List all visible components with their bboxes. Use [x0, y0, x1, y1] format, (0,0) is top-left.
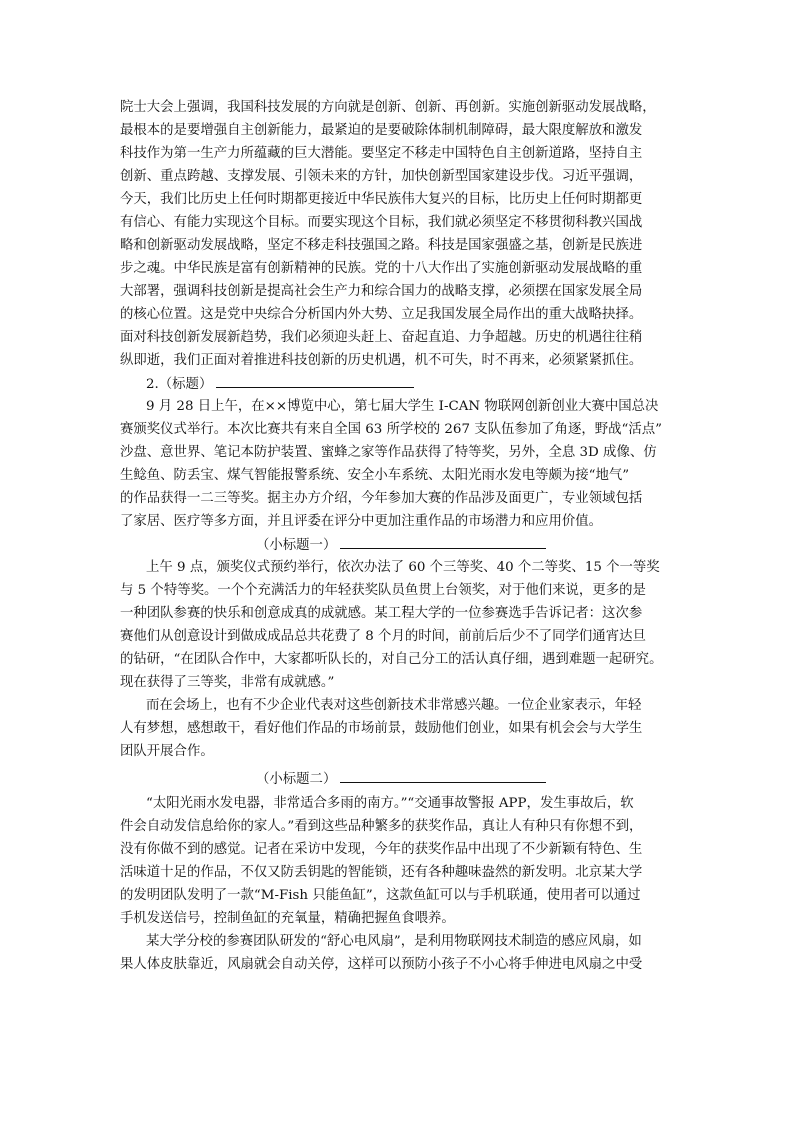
paragraph-2-line-6: 了家居、医疗等多方面，并且评委在评分中更加注重作品的市场潜力和应用价值。 — [120, 514, 603, 529]
paragraph-1-line-3: 科技作为第一生产力所蕴藏的巨大潜能。要坚定不移走中国特色自主创新道路，坚持自主 — [120, 146, 643, 161]
subheading-2-label: （小标题二） — [256, 772, 337, 787]
paragraph-6-line-1: 某大学分校的参赛团队研发的“舒心电风扇”，是利用物联网技术制造的感应风扇，如 — [146, 934, 642, 949]
paragraph-1-line-4: 创新、重点跨越、支撑发展、引领未来的方针，加快创新型国家建设步伐。习近平强调， — [120, 169, 643, 184]
paragraph-5-line-4: 活味道十足的作品，不仅又防丢钥匙的智能锁，还有各种趣味盎然的新发明。北京某大学 — [120, 865, 643, 880]
paragraph-2-line-2: 赛颁奖仪式举行。本次比赛共有来自全国 63 所学校的 267 支队伍参加了角逐，野战“活点” — [120, 422, 662, 437]
subheading-2-answer-blank[interactable] — [340, 769, 546, 783]
subheading-1-answer-blank[interactable] — [340, 535, 546, 549]
paragraph-5-line-6: 手机发送信号，控制鱼缸的充氧量，精确把握鱼食喂养。 — [120, 911, 455, 926]
paragraph-3-line-2: 与 5 个特等奖。一个个充满活力的年轻获奖队员鱼贯上台领奖，对于他们来说，更多的是 — [120, 583, 646, 598]
paragraph-3-line-1: 上午 9 点，颁奖仪式预约举行，依次办法了 60 个三等奖、40 个二等奖、15 个一等奖 — [146, 560, 660, 575]
paragraph-6-line-2: 果人体皮肤靠近，风扇就会自动关停，这样可以预防小孩子不小心将手伸进电风扇之中受 — [120, 957, 643, 972]
paragraph-2-line-4: 生鲶鱼、防丢宝、煤气智能报警系统、安全小车系统、太阳光雨水发电等颇为接“地气” — [120, 468, 630, 483]
paragraph-5-line-1: “太阳光雨水发电器，非常适合多雨的南方。”“交通事故警报 APP，发生事故后，软 — [146, 796, 634, 811]
paragraph-3-line-4: 赛他们从创意设计到做成成品总共花费了 8 个月的时间，前前后后少不了同学们通宵达旦 — [120, 629, 646, 644]
subheading-1-label: （小标题一） — [256, 538, 337, 553]
paragraph-1-line-10: 的核心位置。这是党中央综合分析国内外大势、立足我国发展全局作出的重大战略抉择。 — [120, 307, 643, 322]
subheading-1-prompt — [256, 535, 794, 555]
paragraph-1-line-11: 面对科技创新发展新趋势，我们必须迎头赶上、奋起直追、力争超越。历史的机遇往往稍 — [120, 330, 643, 345]
paragraph-4-line-3: 团队开展合作。 — [120, 744, 214, 759]
subheading-2-prompt — [256, 769, 794, 789]
paragraph-3-line-3: 一种团队参赛的快乐和创意成真的成就感。某工程大学的一位参赛选手告诉记者：这次参 — [120, 606, 643, 621]
paragraph-3-line-6: 现在获得了三等奖，非常有成就感。” — [120, 675, 335, 690]
question-2-title-prompt — [146, 374, 706, 394]
paragraph-1-line-6: 有信心、有能力实现这个目标。而要实现这个目标，我们就必须坚定不移贯彻科教兴国战 — [120, 215, 643, 230]
question-2-label: 2.（标题） — [146, 377, 213, 392]
paragraph-1-line-1: 院士大会上强调，我国科技发展的方向就是创新、创新、再创新。实施创新驱动发展战略， — [120, 100, 656, 115]
paragraph-4-line-1: 而在会场上，也有不少企业代表对这些创新技术非常感兴趣。一位企业家表示，年轻 — [146, 698, 642, 713]
paragraph-1-line-5: 今天，我们比历史上任何时期都更接近中华民族伟大复兴的目标，比历史上任何时期都更 — [120, 192, 643, 207]
paragraph-1-line-7: 略和创新驱动发展战略，坚定不移走科技强国之路。科技是国家强盛之基，创新是民族进 — [120, 238, 643, 253]
paragraph-1-line-8: 步之魂。中华民族是富有创新精神的民族。党的十八大作出了实施创新驱动发展战略的重 — [120, 261, 643, 276]
paragraph-5-line-2: 件会自动发信息给你的家人。”看到这些品种繁多的获奖作品，真让人有种只有你想不到， — [120, 819, 643, 834]
paragraph-4-line-2: 人有梦想，感想敢干，看好他们作品的市场前景，鼓励他们创业，如果有机会会与大学生 — [120, 721, 643, 736]
title-answer-blank[interactable] — [216, 374, 414, 388]
paragraph-5-line-3: 没有你做不到的感觉。记者在采访中发现，今年的获奖作品中出现了不少新颖有特色、生 — [120, 842, 643, 857]
paragraph-3-line-5: 的钻研，“在团队合作中，大家都听队长的，对自己分工的活认真仔细，遇到难题一起研究。 — [120, 652, 663, 667]
paragraph-1-line-9: 大部署，强调科技创新是提高社会生产力和综合国力的战略支撑，必须摆在国家发展全局 — [120, 284, 643, 299]
paragraph-2-line-3: 沙盘、意世界、笔记本防护装置、蜜蜂之家等作品获得了特等奖，另外，全息 3D 成像、仿 — [120, 445, 657, 460]
paragraph-5-line-5: 的发明团队发明了一款“M-Fish 只能鱼缸”，这款鱼缸可以与手机联通，使用者可以通过 — [120, 888, 641, 903]
paragraph-2-line-1: 9 月 28 日上午，在××博览中心，第七届大学生 I-CAN 物联网创新创业大赛中国总决 — [146, 399, 659, 414]
paragraph-1-line-12: 纵即逝，我们正面对着推进科技创新的历史机遇，机不可失，时不再来，必须紧紧抓住。 — [120, 353, 643, 368]
paragraph-1-line-2: 最根本的是要增强自主创新能力，最紧迫的是要破除体制机制障碍，最大限度解放和激发 — [120, 123, 643, 138]
paragraph-2-line-5: 的作品获得一二三等奖。据主办方介绍，今年参加大赛的作品涉及面更广，专业领域包括 — [120, 491, 643, 506]
